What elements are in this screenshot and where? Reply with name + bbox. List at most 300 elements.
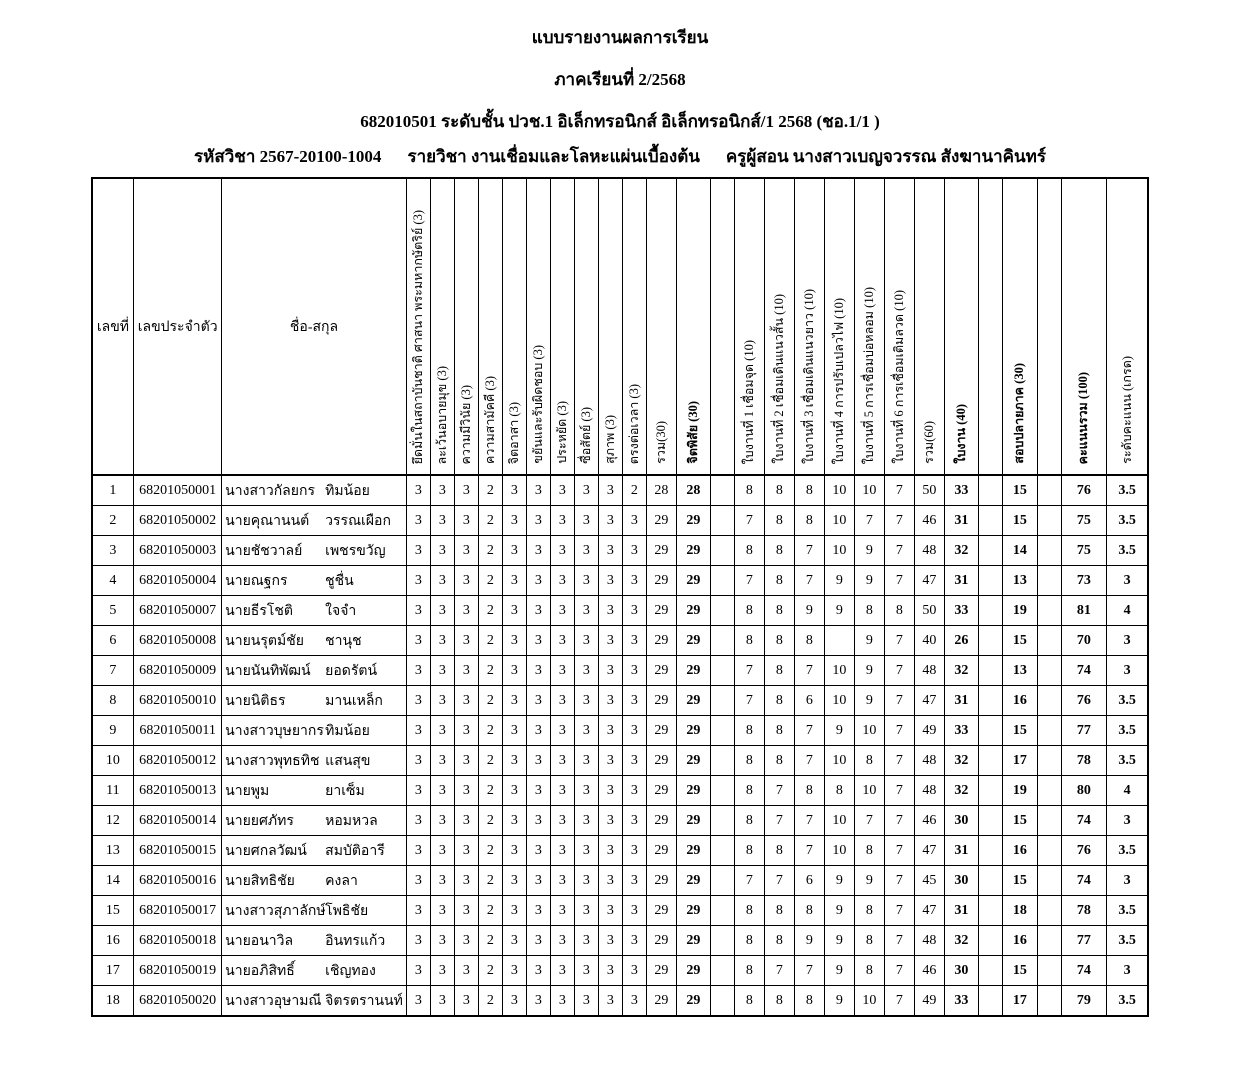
work-score-cell: 8	[734, 626, 764, 656]
affective-score-cell: 3	[430, 686, 454, 716]
work-total-cell: 33	[944, 596, 978, 626]
affective-score-cell: 3	[574, 716, 598, 746]
affective-score-cell: 3	[454, 866, 478, 896]
work-score-cell: 7	[734, 506, 764, 536]
student-name-cell	[222, 776, 407, 806]
work-score-cell: 8	[734, 896, 764, 926]
final-exam-cell: 19	[1002, 596, 1037, 626]
work-score-cell: 7	[884, 475, 914, 506]
student-row	[92, 475, 1149, 506]
spacer-cell	[978, 836, 1002, 866]
affective-score-cell: 3	[574, 686, 598, 716]
affective-score-cell: 3	[430, 896, 454, 926]
work-col-header: ใบงานที่ 3 เชื่อมเดินแนวยาว (10)	[794, 178, 824, 475]
work-score-cell: 8	[764, 896, 794, 926]
affective-col-header: ซื่อสัตย์ (3)	[574, 178, 598, 475]
affective-score-cell: 2	[478, 896, 502, 926]
row-number-cell: 6	[92, 626, 134, 656]
spacer-cell	[978, 656, 1002, 686]
affective-score-cell: 3	[598, 926, 622, 956]
first-name: นายชัชวาลย์	[225, 543, 303, 559]
row-number-cell: 1	[92, 475, 134, 506]
grade-table	[91, 177, 1150, 1017]
work-score-cell: 9	[824, 986, 854, 1017]
work-score-cell: 9	[824, 956, 854, 986]
work-score-cell: 7	[794, 536, 824, 566]
affective-sum-cell: 29	[646, 596, 676, 626]
row-number-cell: 8	[92, 686, 134, 716]
spacer-cell	[710, 866, 734, 896]
affective-score-cell: 3	[598, 716, 622, 746]
student-id-cell: 68201050017	[134, 896, 222, 926]
work-total-cell: 33	[944, 716, 978, 746]
work-score-cell: 10	[824, 656, 854, 686]
final-exam-cell: 18	[1002, 896, 1037, 926]
work-score-cell: 10	[824, 686, 854, 716]
work-score-cell: 8	[764, 746, 794, 776]
work-score-cell: 7	[884, 986, 914, 1017]
work-total-cell: 32	[944, 536, 978, 566]
first-name: นายอนาวิล	[225, 933, 294, 949]
course-line	[0, 147, 1240, 167]
affective-score-cell: 3	[574, 656, 598, 686]
total-score-cell: 78	[1061, 746, 1106, 776]
affective-score-cell: 3	[622, 896, 646, 926]
affective-score-cell: 3	[526, 866, 550, 896]
affective-sum-cell: 29	[646, 746, 676, 776]
work-score-cell: 8	[854, 596, 884, 626]
affective-score-cell: 3	[430, 836, 454, 866]
spacer-column-header	[710, 178, 734, 475]
work-score-cell: 7	[734, 686, 764, 716]
work-score-cell: 8	[764, 836, 794, 866]
affective-col-header: ความสามัคคี (3)	[478, 178, 502, 475]
student-row	[92, 956, 1149, 986]
work-score-cell: 7	[794, 566, 824, 596]
spacer-cell	[710, 506, 734, 536]
spacer-cell	[710, 626, 734, 656]
work-score-cell: 7	[854, 506, 884, 536]
final-exam-cell: 15	[1002, 716, 1037, 746]
work-sum-cell: 47	[914, 686, 944, 716]
affective-sum-cell: 29	[646, 506, 676, 536]
affective-score-cell: 2	[478, 536, 502, 566]
affective-score-cell: 2	[478, 566, 502, 596]
affective-score-cell: 3	[622, 956, 646, 986]
class-line: 682010501 ระดับชั้น ปวช.1 อิเล็กทรอนิกส์ อิเล็กทรอนิกส์/1 2568 (ชอ.1/1 )	[360, 112, 880, 131]
work-score-cell: 7	[884, 836, 914, 866]
spacer-cell	[710, 986, 734, 1017]
work-score-cell: 9	[824, 566, 854, 596]
student-row	[92, 506, 1149, 536]
affective-score-cell: 3	[622, 626, 646, 656]
student-name-cell	[222, 746, 407, 776]
student-row	[92, 896, 1149, 926]
affective-score-cell: 3	[502, 986, 526, 1017]
row-number-cell: 10	[92, 746, 134, 776]
final-exam-cell: 15	[1002, 626, 1037, 656]
affective-score-cell: 2	[478, 986, 502, 1017]
work-score-cell: 8	[764, 926, 794, 956]
work-score-cell: 8	[734, 596, 764, 626]
affective-score-cell: 3	[454, 656, 478, 686]
affective-total-cell: 29	[676, 926, 710, 956]
affective-score-cell: 3	[406, 626, 430, 656]
affective-score-cell: 3	[502, 536, 526, 566]
affective-total-cell: 29	[676, 536, 710, 566]
work-score-cell: 10	[854, 716, 884, 746]
affective-score-cell: 3	[430, 626, 454, 656]
report-header	[0, 0, 1240, 167]
final-exam-cell: 15	[1002, 806, 1037, 836]
first-name: นายนรุตม์ชัย	[225, 633, 304, 649]
work-score-cell: 8	[764, 656, 794, 686]
affective-score-cell: 3	[454, 475, 478, 506]
affective-score-cell: 3	[598, 806, 622, 836]
last-name: ชานุช	[325, 633, 362, 649]
affective-score-cell: 3	[526, 746, 550, 776]
final-exam-cell: 14	[1002, 536, 1037, 566]
spacer-cell	[1037, 716, 1061, 746]
work-score-cell: 7	[884, 776, 914, 806]
row-number-cell: 16	[92, 926, 134, 956]
affective-score-cell: 3	[430, 475, 454, 506]
affective-score-cell: 2	[478, 746, 502, 776]
affective-score-cell: 3	[502, 866, 526, 896]
total-score-cell: 75	[1061, 536, 1106, 566]
work-score-cell: 10	[824, 806, 854, 836]
affective-total-cell: 29	[676, 716, 710, 746]
last-name: แสนสุข	[325, 753, 371, 769]
grade-cell: 3	[1106, 656, 1148, 686]
spacer-cell	[978, 746, 1002, 776]
student-name-cell	[222, 566, 407, 596]
affective-score-cell: 3	[598, 746, 622, 776]
student-id-cell: 68201050007	[134, 596, 222, 626]
affective-score-cell: 2	[478, 475, 502, 506]
grade-cell: 3	[1106, 626, 1148, 656]
spacer-cell	[710, 475, 734, 506]
affective-score-cell: 3	[550, 866, 574, 896]
page-title: แบบรายงานผลการเรียน	[531, 28, 709, 47]
student-name-cell	[222, 806, 407, 836]
spacer-cell	[1037, 475, 1061, 506]
final-exam-cell: 15	[1002, 956, 1037, 986]
affective-score-cell: 3	[550, 566, 574, 596]
row-number-cell: 17	[92, 956, 134, 986]
work-score-cell: 8	[854, 746, 884, 776]
affective-score-cell: 3	[574, 536, 598, 566]
work-score-cell: 10	[824, 536, 854, 566]
spacer-cell	[1037, 626, 1061, 656]
affective-score-cell: 3	[406, 866, 430, 896]
final-exam-cell: 16	[1002, 836, 1037, 866]
student-name-cell	[222, 596, 407, 626]
affective-score-cell: 3	[430, 746, 454, 776]
affective-score-cell: 3	[598, 626, 622, 656]
semester-line: ภาคเรียนที่ 2/2568	[554, 70, 686, 89]
affective-score-cell: 3	[574, 566, 598, 596]
spacer-cell	[710, 536, 734, 566]
work-sum-cell: 47	[914, 836, 944, 866]
final-exam-cell: 17	[1002, 986, 1037, 1017]
student-row	[92, 596, 1149, 626]
spacer-cell	[710, 956, 734, 986]
work-sum-cell: 48	[914, 536, 944, 566]
student-name-cell	[222, 656, 407, 686]
affective-score-cell: 3	[406, 746, 430, 776]
work-score-cell: 8	[794, 475, 824, 506]
spacer-cell	[1037, 506, 1061, 536]
affective-score-cell: 3	[550, 475, 574, 506]
affective-col-header: ขยันและรับผิดชอบ (3)	[526, 178, 550, 475]
work-total-cell: 31	[944, 506, 978, 536]
total-score-cell: 76	[1061, 475, 1106, 506]
total-score-cell: 79	[1061, 986, 1106, 1017]
work-score-cell: 9	[824, 716, 854, 746]
work-total-cell: 30	[944, 956, 978, 986]
affective-score-cell: 2	[478, 656, 502, 686]
work-sum-cell: 40	[914, 626, 944, 656]
student-id-cell: 68201050015	[134, 836, 222, 866]
grade-cell: 3.5	[1106, 506, 1148, 536]
work-total-cell: 33	[944, 475, 978, 506]
affective-score-cell: 3	[598, 986, 622, 1017]
work-score-cell: 8	[734, 776, 764, 806]
affective-score-cell: 3	[574, 776, 598, 806]
grade-cell: 3	[1106, 956, 1148, 986]
student-row	[92, 686, 1149, 716]
work-score-cell: 9	[824, 896, 854, 926]
affective-score-cell: 3	[406, 836, 430, 866]
spacer-cell	[978, 716, 1002, 746]
affective-score-cell: 3	[454, 536, 478, 566]
work-score-cell: 8	[794, 626, 824, 656]
affective-total-cell: 29	[676, 686, 710, 716]
spacer-cell	[978, 566, 1002, 596]
affective-score-cell: 3	[502, 806, 526, 836]
work-score-cell: 8	[794, 896, 824, 926]
affective-sum-cell: 29	[646, 866, 676, 896]
affective-score-cell: 3	[406, 926, 430, 956]
work-score-cell: 8	[734, 986, 764, 1017]
final-exam-cell: 15	[1002, 475, 1037, 506]
affective-score-cell: 3	[598, 596, 622, 626]
affective-score-cell: 3	[574, 626, 598, 656]
affective-score-cell: 3	[526, 986, 550, 1017]
affective-score-cell: 3	[454, 566, 478, 596]
last-name: ยอดรัตน์	[325, 663, 378, 679]
work-score-cell: 7	[884, 746, 914, 776]
total-score-cell: 74	[1061, 656, 1106, 686]
affective-score-cell: 3	[598, 566, 622, 596]
affective-score-cell: 3	[622, 986, 646, 1017]
affective-score-cell: 3	[622, 806, 646, 836]
affective-score-cell: 3	[502, 776, 526, 806]
last-name: ยาเซ็ม	[325, 783, 365, 799]
work-score-cell: 7	[884, 686, 914, 716]
affective-score-cell: 2	[478, 776, 502, 806]
affective-total-cell: 29	[676, 986, 710, 1017]
row-number-cell: 14	[92, 866, 134, 896]
last-name: อินทรแก้ว	[325, 933, 386, 949]
row-number-cell: 4	[92, 566, 134, 596]
student-id-cell: 68201050016	[134, 866, 222, 896]
student-name-cell	[222, 896, 407, 926]
affective-score-cell: 3	[598, 776, 622, 806]
spacer-cell	[1037, 776, 1061, 806]
work-sum-cell: 48	[914, 776, 944, 806]
total-score-cell: 77	[1061, 716, 1106, 746]
affective-sum-cell: 29	[646, 836, 676, 866]
last-name: สมบัติอารี	[325, 843, 385, 859]
work-score-cell: 7	[884, 716, 914, 746]
student-name-cell	[222, 506, 407, 536]
work-score-cell: 7	[734, 866, 764, 896]
affective-sum-cell: 29	[646, 536, 676, 566]
affective-score-cell: 3	[502, 956, 526, 986]
affective-sum-cell: 29	[646, 656, 676, 686]
work-score-cell: 7	[794, 836, 824, 866]
student-id-cell: 68201050013	[134, 776, 222, 806]
course-name: รายวิชา งานเชื่อมและโลหะแผ่นเบื้องต้น	[407, 147, 700, 166]
affective-score-cell: 3	[598, 866, 622, 896]
affective-score-cell: 3	[406, 656, 430, 686]
affective-score-cell: 3	[574, 926, 598, 956]
affective-score-cell: 3	[406, 536, 430, 566]
work-sum-cell: 46	[914, 806, 944, 836]
affective-score-cell: 3	[454, 926, 478, 956]
affective-col-header: จิตอาสา (3)	[502, 178, 526, 475]
affective-score-cell: 3	[526, 836, 550, 866]
affective-score-cell: 3	[574, 956, 598, 986]
affective-score-cell: 3	[598, 836, 622, 866]
affective-score-cell: 3	[550, 776, 574, 806]
spacer-cell	[1037, 956, 1061, 986]
col-header-grade: ระดับคะแนน (เกรด)	[1106, 178, 1148, 475]
affective-score-cell: 3	[550, 686, 574, 716]
work-col-header: ใบงานที่ 1 เชื่อมจุด (10)	[734, 178, 764, 475]
row-number-cell: 13	[92, 836, 134, 866]
total-score-cell: 74	[1061, 956, 1106, 986]
work-total-cell: 31	[944, 566, 978, 596]
affective-score-cell: 3	[550, 806, 574, 836]
affective-score-cell: 3	[550, 986, 574, 1017]
student-id-cell: 68201050002	[134, 506, 222, 536]
spacer-cell	[978, 686, 1002, 716]
work-total-cell: 32	[944, 926, 978, 956]
affective-col-header: ความมีวินัย (3)	[454, 178, 478, 475]
affective-score-cell: 3	[430, 926, 454, 956]
affective-score-cell: 3	[526, 806, 550, 836]
spacer-cell	[978, 926, 1002, 956]
work-score-cell: 8	[884, 596, 914, 626]
affective-score-cell: 3	[430, 656, 454, 686]
student-name-cell	[222, 866, 407, 896]
spacer-cell	[1037, 686, 1061, 716]
affective-score-cell: 2	[478, 926, 502, 956]
affective-col-header: สุภาพ (3)	[598, 178, 622, 475]
row-number-cell: 2	[92, 506, 134, 536]
final-exam-cell: 17	[1002, 746, 1037, 776]
spacer-cell	[710, 896, 734, 926]
spacer-cell	[978, 866, 1002, 896]
grade-table-body	[92, 475, 1149, 1016]
final-exam-cell: 19	[1002, 776, 1037, 806]
last-name: คงลา	[325, 873, 358, 889]
work-score-cell: 8	[854, 896, 884, 926]
affective-score-cell: 3	[622, 716, 646, 746]
affective-score-cell: 3	[406, 896, 430, 926]
affective-score-cell: 3	[454, 596, 478, 626]
affective-score-cell: 3	[598, 656, 622, 686]
student-name-cell	[222, 475, 407, 506]
spacer-cell	[978, 536, 1002, 566]
work-score-cell: 7	[734, 566, 764, 596]
affective-score-cell: 3	[430, 596, 454, 626]
spacer-cell	[978, 956, 1002, 986]
work-total-cell: 33	[944, 986, 978, 1017]
first-name: นายสิทธิชัย	[225, 873, 295, 889]
student-row	[92, 626, 1149, 656]
affective-score-cell: 2	[478, 506, 502, 536]
affective-score-cell: 2	[478, 626, 502, 656]
affective-score-cell: 3	[430, 986, 454, 1017]
affective-score-cell: 3	[622, 866, 646, 896]
affective-score-cell: 3	[598, 475, 622, 506]
affective-score-cell: 3	[574, 806, 598, 836]
first-name: นายพูม	[225, 783, 270, 799]
affective-score-cell: 3	[526, 926, 550, 956]
work-score-cell: 9	[824, 926, 854, 956]
course-code: รหัสวิชา 2567-20100-1004	[194, 147, 382, 166]
affective-score-cell: 3	[574, 746, 598, 776]
work-score-cell: 7	[734, 656, 764, 686]
student-name-cell	[222, 626, 407, 656]
spacer-cell	[1037, 896, 1061, 926]
affective-score-cell: 3	[550, 746, 574, 776]
affective-total-cell: 29	[676, 836, 710, 866]
work-score-cell: 7	[884, 806, 914, 836]
affective-total-cell: 29	[676, 626, 710, 656]
affective-sum-cell: 29	[646, 896, 676, 926]
last-name: ทิมน้อย	[325, 723, 370, 739]
affective-score-cell: 3	[502, 475, 526, 506]
last-name: มานเหล็ก	[325, 693, 383, 709]
affective-score-cell: 3	[574, 986, 598, 1017]
affective-score-cell: 3	[526, 506, 550, 536]
affective-total-cell: 29	[676, 896, 710, 926]
affective-score-cell: 3	[454, 686, 478, 716]
work-score-cell: 8	[734, 536, 764, 566]
work-score-cell: 7	[794, 746, 824, 776]
total-score-cell: 77	[1061, 926, 1106, 956]
work-sum-cell: 49	[914, 986, 944, 1017]
work-score-cell: 7	[884, 626, 914, 656]
spacer-cell	[978, 596, 1002, 626]
work-score-cell: 8	[764, 986, 794, 1017]
affective-score-cell: 3	[430, 806, 454, 836]
final-exam-cell: 15	[1002, 866, 1037, 896]
affective-sum-cell: 29	[646, 776, 676, 806]
student-id-cell: 68201050018	[134, 926, 222, 956]
work-score-cell: 10	[824, 475, 854, 506]
work-total-cell: 32	[944, 746, 978, 776]
work-score-cell: 10	[854, 986, 884, 1017]
grade-cell: 3.5	[1106, 896, 1148, 926]
work-sum-cell: 49	[914, 716, 944, 746]
affective-score-cell: 3	[502, 896, 526, 926]
